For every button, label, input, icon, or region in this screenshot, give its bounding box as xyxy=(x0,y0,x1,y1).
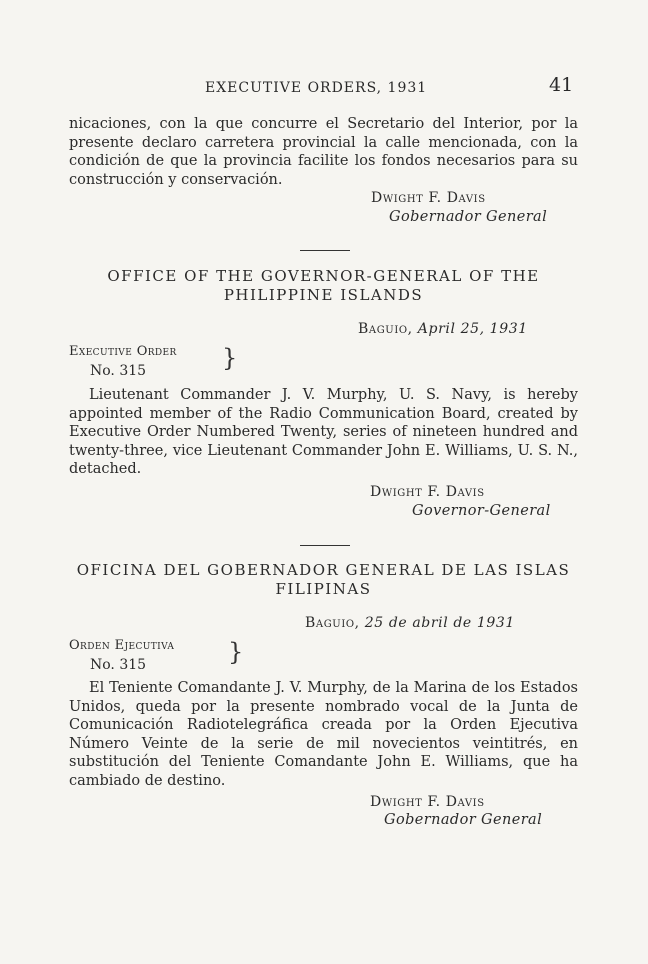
spanish-order-number: No. 315 xyxy=(90,657,147,673)
spanish-order-heading: OFICINA DEL GOBERNADOR GENERAL DE LAS ISLAS FILIPINAS xyxy=(76,561,571,598)
spanish-signature-name: Dwight F. Davis xyxy=(370,794,485,810)
english-order-brace-icon: } xyxy=(222,344,238,372)
english-signature-title: Governor-General xyxy=(412,503,551,519)
english-order-heading: OFFICE OF THE GOVERNOR-GENERAL OF THE PHILIPPINE ISLANDS xyxy=(107,267,540,304)
continuation-signature-name: Dwight F. Davis xyxy=(371,190,486,206)
page-number: 41 xyxy=(549,74,574,96)
spanish-order-body: El Teniente Comandante J. V. Murphy, de la Marina de los Estados Unidos, queda por la presente nombrado vocal de la Junta de Comunicación Radiotelegráfica creada por la Orden Ejecutiva Número Veinte de la serie de mil novecientos veintitrés, en substitución del Teniente Comandante John E. Williams, que ha cambiado de destino. xyxy=(69,680,578,789)
continuation-signature-title: Gobernador General xyxy=(389,209,548,225)
english-order-body: Lieutenant Commander J. V. Murphy, U. S. Navy, is hereby appointed member of the Radio Communication Board, created by Executive Order Numbered Twenty, series of nineteen hundred and twenty-three, vice Lieutenant Commander John E. Williams, U. S. N., detached. xyxy=(69,387,578,478)
english-dateline xyxy=(358,321,528,337)
running-title: EXECUTIVE ORDERS, 1931 xyxy=(205,80,428,96)
continuation-paragraph: nicaciones, con la que concurre el Secretario del Interior, por la presente declaro carretera provincial la calle mencionada, con la condición de que la provincia facilite los fondos necesarios para su construcción y conservación. xyxy=(69,116,578,188)
section-divider xyxy=(300,250,350,251)
english-signature-name: Dwight F. Davis xyxy=(370,484,485,500)
english-dateline-place: Baguio, xyxy=(358,321,413,337)
english-order-number: No. 315 xyxy=(90,363,147,379)
english-order-label: Executive Order xyxy=(69,344,177,359)
spanish-order-label: Orden Ejecutiva xyxy=(69,638,175,653)
running-header xyxy=(0,74,648,104)
spanish-order-brace-icon: } xyxy=(228,638,244,666)
section-divider-2 xyxy=(300,545,350,546)
spanish-signature-title: Gobernador General xyxy=(384,812,543,828)
spanish-dateline-date: 25 de abril de 1931 xyxy=(364,615,515,631)
spanish-dateline xyxy=(305,615,515,631)
english-dateline-date: April 25, 1931 xyxy=(417,321,528,337)
spanish-dateline-place: Baguio, xyxy=(305,615,360,631)
